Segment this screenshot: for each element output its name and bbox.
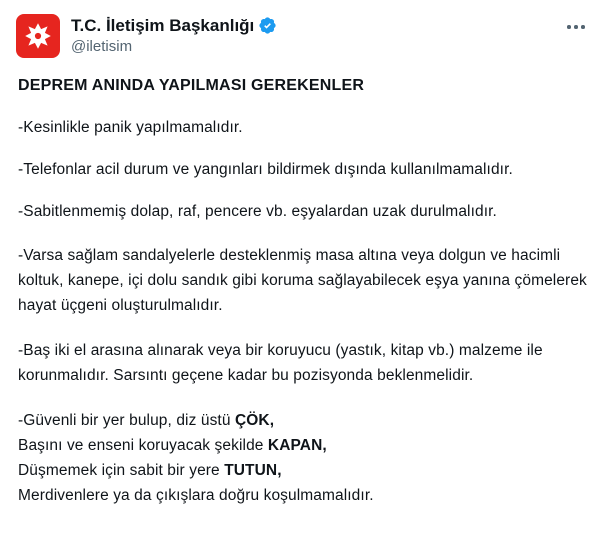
tweet-paragraph: -Telefonlar acil durum ve yangınları bildirmek dışında kullanılmamalıdır. (18, 161, 513, 179)
display-name: T.C. İletişim Başkanlığı (71, 16, 255, 35)
tweet-instructions-block (18, 408, 590, 508)
tweet-paragraph: -Varsa sağlam sandalyelerle desteklenmiş masa altına veya dolgun ve hacimli koltuk, kanepe, içi dolu sandık gibi koruma sağlayabilecek eşya yanına çömelerek hayat üçgeni oluşturulmalıdır. (18, 247, 587, 315)
instruction-keyword-kapan: KAPAN, (267, 437, 327, 455)
tweet-paragraph: -Baş iki el arasına alınarak veya bir koruyucu (yastık, kitap vb.) malzeme ile korunmalıdır. Sarsıntı geçene kadar bu pozisyonda beklenmelidir. (18, 342, 543, 385)
account-handle: @iletisim (71, 38, 133, 55)
verified-badge-icon (258, 16, 277, 35)
avatar[interactable] (16, 14, 60, 58)
tweet-body (16, 74, 590, 508)
more-dots (567, 25, 585, 29)
instruction-keyword-cok: ÇÖK, (234, 412, 275, 430)
tweet-paragraph: -Kesinlikle panik yapılmamalıdır. (18, 119, 243, 137)
tweet-header (16, 14, 590, 58)
display-name-row (71, 15, 277, 36)
instruction-line-4-text: Merdivenlere ya da çıkışlara doğru koşulmamalıdır. (18, 487, 374, 505)
instruction-line-2-text: Başını ve enseni koruyacak şekilde (18, 437, 268, 455)
tweet-paragraph: -Sabitlenmemiş dolap, raf, pencere vb. eşyalardan uzak durulmalıdır. (18, 203, 497, 221)
account-names (71, 14, 277, 57)
instruction-line-3-text: Düşmemek için sabit bir yere (18, 462, 225, 480)
instruction-keyword-tutun: TUTUN, (224, 462, 282, 480)
instruction-line-1-text: -Güvenli bir yer bulup, diz üstü (18, 412, 235, 430)
tweet-title: DEPREM ANINDA YAPILMASI GEREKENLER (18, 77, 365, 94)
more-options-icon[interactable] (562, 16, 590, 38)
